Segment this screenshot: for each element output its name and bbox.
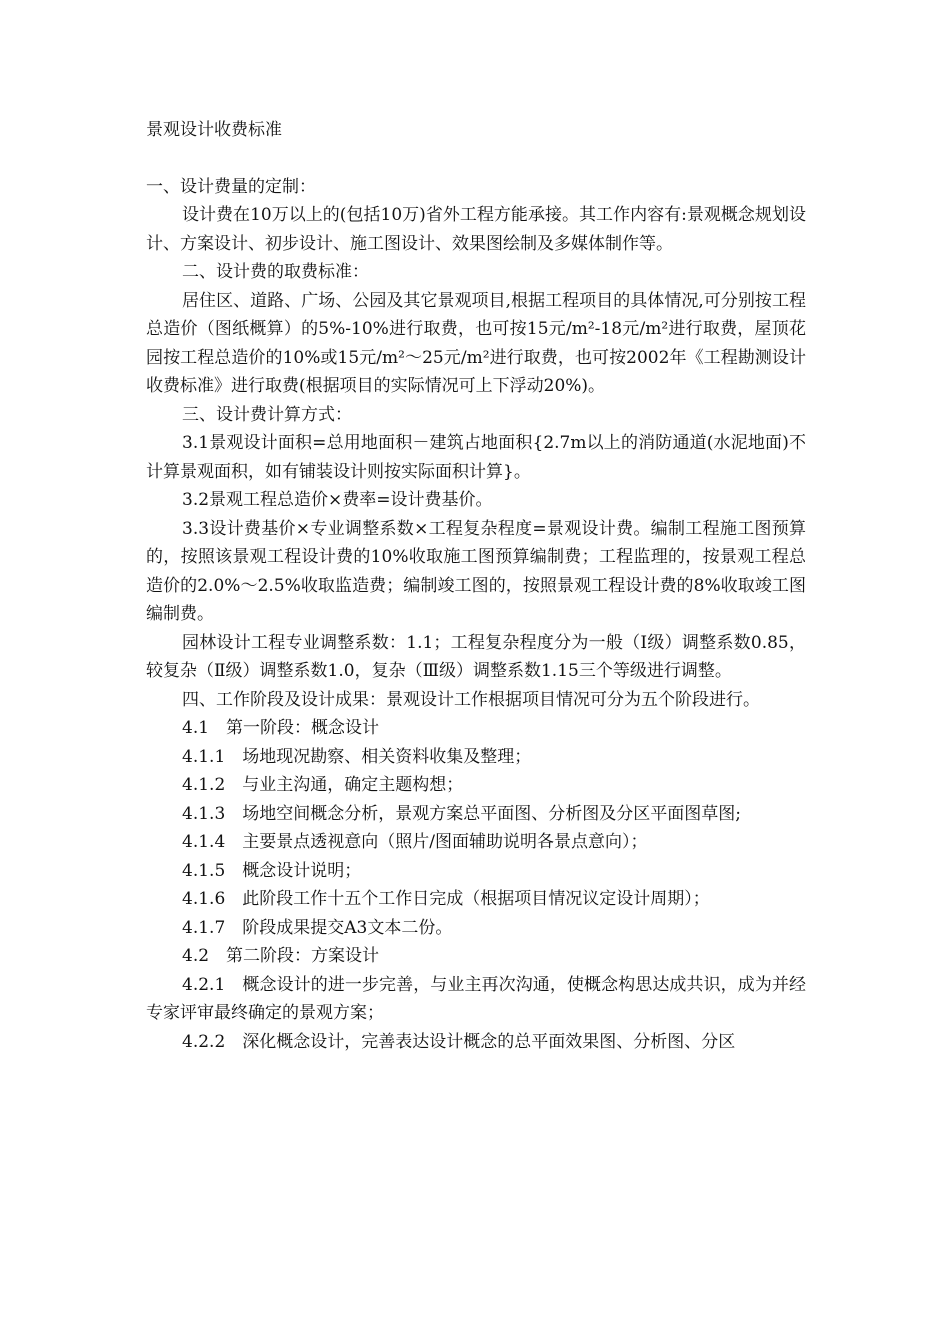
section-heading-4: 四、工作阶段及设计成果：景观设计工作根据项目情况可分为五个阶段进行。 [182, 689, 760, 710]
paragraph: 3.2景观工程总造价×费率=设计费基价。 [182, 490, 493, 510]
subsection-heading: 4.2 第二阶段：方案设计 [182, 946, 380, 966]
section-heading-2: 二、设计费的取费标准： [182, 262, 369, 282]
list-item: 4.1.7 阶段成果提交A3文本二份。 [182, 917, 453, 938]
list-item: 4.1.2 与业主沟通，确定主题构想； [182, 775, 464, 795]
paragraph: 3.3设计费基价×专业调整系数×工程复杂程度=景观设计费。编制工程施工图预算的，按照该景观工程设计费的10%收取施工图预算编制费；工程监理的，按景观工程总造价的2.0%～2.5%收取监造费；编制竣工图的，按照景观工程设计费的8%收取竣工图编制费。 [146, 518, 806, 624]
paragraph: 居住区、道路、广场、公园及其它景观项目,根据工程项目的具体情况,可分别按工程总造价（图纸概算）的5%-10%进行取费，也可按15元/m²-18元/m²进行取费，屋顶花园按工程总造价的10%或15元/m²～25元/m²进行取费，也可按2002年《工程勘测设计收费标准》进行取费(根据项目的实际情况可上下浮动20%)。 [146, 290, 806, 396]
list-item: 4.1.4 主要景点透视意向（照片/图面辅助说明各景点意向）； [182, 832, 648, 852]
paragraph: 设计费在10万以上的(包括10万)省外工程方能承接。其工作内容有:景观概念规划设计、方案设计、初步设计、施工图设计、效果图绘制及多媒体制作等。 [146, 205, 806, 254]
subsection-heading: 4.1 第一阶段：概念设计 [182, 718, 380, 738]
list-item: 4.2.1 概念设计的进一步完善，与业主再次沟通，使概念构思达成共识，成为并经专家评审最终确定的景观方案； [146, 974, 806, 1023]
list-item: 4.1.6 此阶段工作十五个工作日完成（根据项目情况议定设计周期）； [182, 889, 710, 909]
paragraph: 3.1景观设计面积=总用地面积－建筑占地面积{2.7m以上的消防通道(水泥地面)不计算景观面积，如有铺装设计则按实际面积计算}。 [146, 433, 806, 482]
paragraph: 园林设计工程专业调整系数：1.1；工程复杂程度分为一般（Ⅰ级）调整系数0.85，较复杂（Ⅱ级）调整系数1.0，复杂（Ⅲ级）调整系数1.15三个等级进行调整。 [146, 632, 806, 681]
section-heading-1: 一、设计费量的定制： [146, 176, 316, 197]
document-page [146, 116, 806, 1056]
list-item: 4.1.1 场地现况勘察、相关资料收集及整理； [182, 746, 532, 767]
list-item: 4.1.5 概念设计说明； [182, 860, 362, 881]
document-title: 景观设计收费标准 [146, 120, 282, 140]
list-item: 4.1.3 场地空间概念分析，景观方案总平面图、分析图及分区平面图草图; [182, 803, 741, 824]
list-item: 4.2.2 深化概念设计，完善表达设计概念的总平面效果图、分析图、分区 [182, 1031, 736, 1052]
section-heading-3: 三、设计费计算方式： [182, 404, 352, 425]
